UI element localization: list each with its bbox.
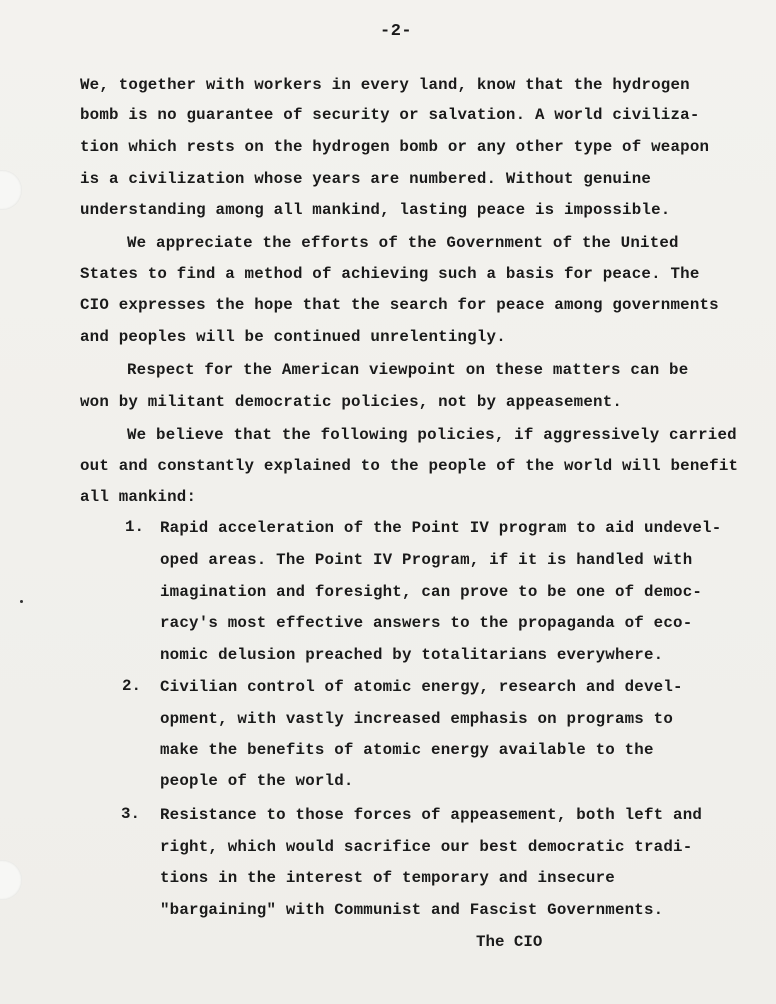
margin-mark <box>20 600 23 603</box>
punch-hole <box>0 860 22 900</box>
paragraph-line: We believe that the following policies, if aggressively carried <box>127 426 737 444</box>
paragraph-line: We, together with workers in every land, know that the hydrogen <box>80 76 690 94</box>
list-item-number: 3. <box>121 805 140 823</box>
list-item-line: nomic delusion preached by totalitarians everywhere. <box>160 646 664 664</box>
paragraph-line: tion which rests on the hydrogen bomb or any other type of weapon <box>80 138 710 156</box>
list-item-line: make the benefits of atomic energy available to the <box>160 741 654 759</box>
list-item-line: people of the world. <box>160 772 354 790</box>
paragraph-line: all mankind: <box>80 488 197 506</box>
paragraph-line: Respect for the American viewpoint on these matters can be <box>127 361 689 379</box>
paragraph-line: is a civilization whose years are numbered. Without genuine <box>80 170 652 188</box>
list-item-line: Rapid acceleration of the Point IV program to aid undevel- <box>160 519 722 537</box>
paragraph-line: and peoples will be continued unrelentingly. <box>80 328 506 346</box>
paragraph-line: CIO expresses the hope that the search for peace among governments <box>80 296 719 314</box>
signature: The CIO <box>476 933 543 951</box>
paragraph-line: We appreciate the efforts of the Government of the United <box>127 234 679 252</box>
list-item-line: Resistance to those forces of appeasement, both left and <box>160 806 703 824</box>
punch-hole <box>0 170 22 210</box>
list-item-line: opment, with vastly increased emphasis on programs to <box>160 710 674 728</box>
list-item-line: oped areas. The Point IV Program, if it is handled with <box>160 551 693 569</box>
list-item-number: 2. <box>122 677 141 695</box>
list-item-number: 1. <box>125 518 144 536</box>
list-item-line: racy's most effective answers to the propaganda of eco- <box>160 614 693 632</box>
paragraph-line: States to find a method of achieving such a basis for peace. The <box>80 265 700 283</box>
list-item-line: tions in the interest of temporary and insecure <box>160 869 615 887</box>
list-item-line: Civilian control of atomic energy, research and devel- <box>160 678 683 696</box>
paragraph-line: bomb is no guarantee of security or salvation. A world civiliza- <box>80 106 700 124</box>
list-item-line: right, which would sacrifice our best democratic tradi- <box>160 838 693 856</box>
page-number: -2- <box>380 22 413 41</box>
paragraph-line: understanding among all mankind, lasting peace is impossible. <box>80 201 671 219</box>
paragraph-line: out and constantly explained to the people of the world will benefit <box>80 457 739 475</box>
list-item-line: imagination and foresight, can prove to be one of democ- <box>160 583 703 601</box>
paragraph-line: won by militant democratic policies, not by appeasement. <box>80 393 623 411</box>
list-item-line: "bargaining" with Communist and Fascist Governments. <box>160 901 664 919</box>
